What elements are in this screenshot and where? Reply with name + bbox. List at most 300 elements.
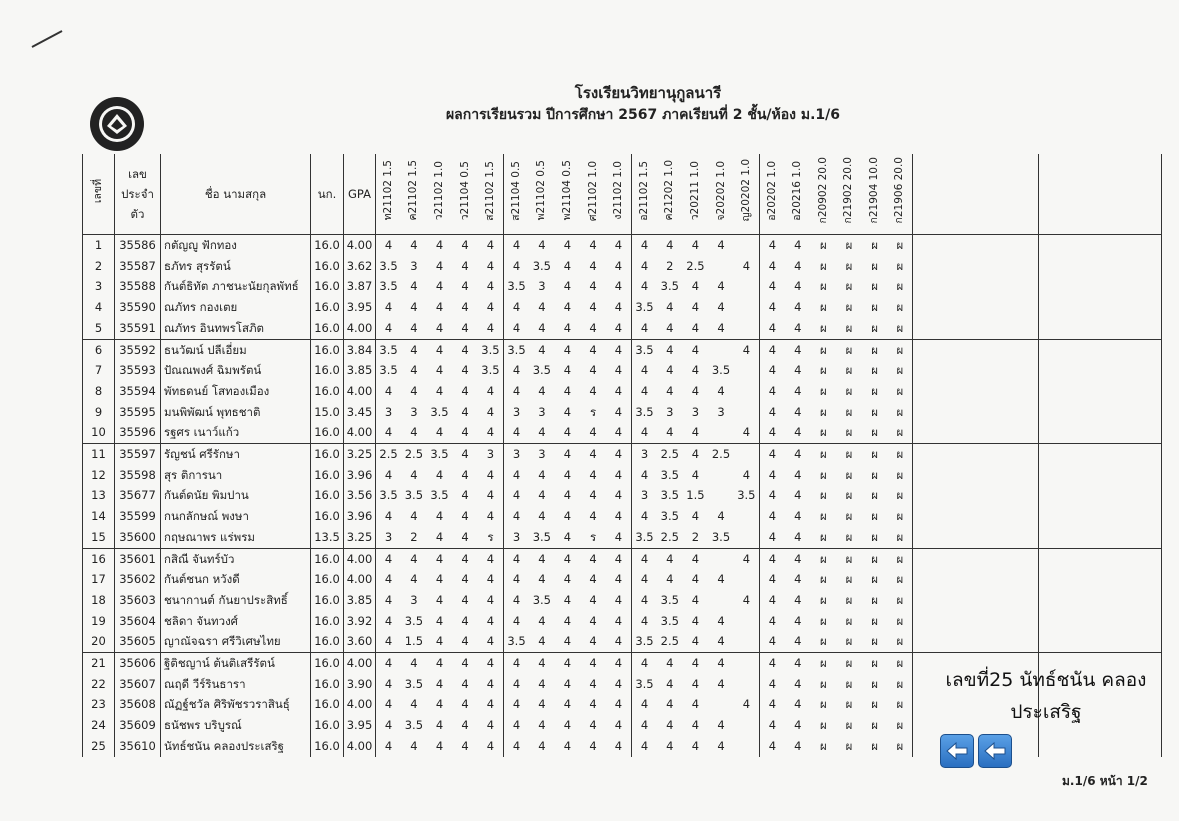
grade-cell: ผ (896, 404, 904, 419)
grade-cell: 4 (563, 404, 572, 419)
student-id: 35588 (115, 276, 161, 297)
grade-cell: 4 (614, 320, 623, 335)
grade-cell: 3.5 (660, 488, 679, 503)
grade-cell: 4 (794, 592, 802, 607)
grade-cell: 4 (503, 422, 529, 443)
grade-cell: 4 (563, 488, 572, 503)
grade-cell: 4 (589, 738, 597, 753)
grade-cell: ผ (836, 548, 862, 569)
grade-cell: ผ (871, 383, 878, 398)
grade-cell: 4 (794, 697, 802, 712)
grade-cell: ร (589, 529, 597, 544)
arrow-left-icon (946, 742, 968, 760)
grade-cell: 4 (666, 738, 674, 753)
empty-cell (913, 422, 1039, 443)
grade-cell: ผ (896, 238, 904, 252)
table-row (83, 360, 1162, 381)
grade-cell (734, 276, 760, 297)
grade-cell: 4 (691, 300, 700, 315)
grade-cell: 4 (691, 572, 700, 587)
grade-cell: 4 (759, 569, 785, 590)
row-number: 18 (83, 590, 115, 611)
grade-cell (734, 527, 760, 548)
grade-cell: 4 (631, 381, 657, 402)
row-number: 21 (83, 653, 115, 674)
grade-cell: 4 (794, 738, 802, 753)
credits: 16.0 (311, 736, 344, 757)
grade-cell: 4 (614, 300, 623, 315)
grade-cell: 3 (631, 485, 657, 506)
grade-cell: ผ (820, 488, 827, 503)
grade-cell (734, 506, 760, 527)
student-id: 35604 (115, 611, 161, 632)
grade-cell: 4 (794, 258, 802, 273)
grade-cell: 4 (589, 634, 597, 649)
row-number: 19 (83, 611, 115, 632)
subject-header: ค21102 1.5 (401, 154, 427, 235)
grade-cell: 3 (691, 404, 700, 419)
credits: 16.0 (311, 631, 344, 652)
grade-cell (708, 694, 734, 715)
grade-cell: ผ (845, 572, 853, 587)
grade-cell: ผ (896, 363, 904, 378)
gpa: 4.00 (344, 235, 376, 256)
grade-cell: 4 (589, 697, 597, 712)
page-number: ม.1/6 หน้า 1/2 (1062, 774, 1148, 788)
student-name: ณฤดี วีร์รินธารา (161, 674, 311, 695)
side-note-line2: ประเสริฐ (1010, 701, 1082, 723)
grade-cell: ผ (820, 363, 827, 378)
grade-cell: ผ (896, 509, 904, 524)
empty-cell (1039, 736, 1162, 757)
student-name: ชลิดา จันทวงศ์ (161, 611, 311, 632)
grade-cell: 4 (657, 548, 683, 569)
grade-cell: 4 (717, 634, 725, 649)
student-id: 35592 (115, 339, 161, 360)
credits: 16.0 (311, 422, 344, 443)
gpa: 3.96 (344, 506, 376, 527)
subject-header: พ21104 0.5 (555, 154, 581, 235)
header-gpa: GPA (344, 154, 376, 235)
grade-cell: 4 (461, 613, 469, 628)
grade-cell: 4 (410, 383, 418, 398)
grade-cell (734, 360, 760, 381)
grade-cell: 4 (503, 235, 529, 256)
row-number: 13 (83, 485, 115, 506)
grade-cell: 2.5 (686, 258, 705, 273)
gpa: 3.56 (344, 485, 376, 506)
gpa: 4.00 (344, 694, 376, 715)
grade-cell: 4 (486, 676, 495, 691)
header-id: เลข ประจำ ตัว (115, 154, 161, 235)
grade-cell: 4 (376, 653, 402, 674)
grade-cell (734, 715, 760, 736)
credits: 15.0 (311, 402, 344, 423)
grade-cell: ผ (845, 697, 853, 712)
student-id: 35591 (115, 318, 161, 339)
grade-cell: 4 (589, 509, 597, 524)
grade-cell: ผ (896, 279, 904, 294)
student-name: ธภัทร สุรรัตน์ (161, 256, 311, 277)
grade-cell: 4 (410, 509, 418, 524)
grade-cell: 4 (666, 718, 674, 733)
grade-cell: 4 (486, 300, 495, 315)
grade-cell: 4 (461, 425, 469, 440)
empty-cell (1039, 256, 1162, 277)
grade-cell: ผ (845, 279, 853, 294)
grade-cell: ผ (896, 258, 904, 273)
gpa: 4.00 (344, 569, 376, 590)
grade-cell: 4 (538, 572, 546, 587)
grade-cell: 4 (503, 694, 529, 715)
grade-cell: 4 (410, 467, 418, 482)
grade-cell: 4 (486, 613, 495, 628)
empty-cell (913, 485, 1039, 506)
grade-cell: 4 (759, 527, 785, 548)
empty-cell (913, 235, 1039, 256)
grade-cell: ผ (896, 634, 904, 649)
table-row (83, 422, 1162, 443)
pen-mark (32, 30, 63, 48)
grade-cell: ผ (845, 404, 853, 419)
student-name: ณภัทร อินทพรโสภิต (161, 318, 311, 339)
grade-cell: 4 (666, 572, 674, 587)
grade-cell: 2.5 (401, 444, 427, 465)
empty-cell (913, 339, 1039, 360)
grade-cell: 4 (461, 718, 469, 733)
nav-back-button-2[interactable] (978, 734, 1012, 768)
student-name: กันต์ธิทัต ภาชนะนัยกุลพัทธ์ (161, 276, 311, 297)
grade-cell: 3 (376, 402, 402, 423)
grade-cell: ผ (820, 238, 827, 252)
grade-cell: ผ (820, 572, 827, 587)
subject-header: ศ21102 1.0 (580, 154, 606, 235)
report-subtitle: ผลการเรียนรวม ปีการศึกษา 2567 ภาคเรียนที่ 2 ชั้น/ห้อง ม.1/6 (445, 107, 841, 123)
empty-cell (1039, 611, 1162, 632)
grade-cell: 4 (452, 548, 478, 569)
credits: 16.0 (311, 694, 344, 715)
grade-cell: 4 (435, 425, 444, 440)
grade-cell: 4 (503, 506, 529, 527)
grade-cell (734, 611, 760, 632)
grade-cell: 4 (486, 592, 495, 607)
table-row (83, 318, 1162, 339)
grade-cell: 2.5 (660, 634, 679, 649)
grade-cell: 4 (794, 718, 802, 733)
row-number: 10 (83, 422, 115, 443)
grade-cell: 4 (401, 653, 427, 674)
grade-cell: 4 (435, 320, 444, 335)
grade-cell: 4 (486, 572, 495, 587)
grade-cell: 4 (759, 256, 785, 277)
grade-cell: ผ (871, 509, 878, 524)
grade-cell: ผ (836, 444, 862, 465)
grade-cell: 3 (529, 444, 555, 465)
table-row (83, 402, 1162, 423)
grade-cell: 4 (666, 425, 674, 440)
grade-cell: 4 (589, 488, 597, 503)
grade-cell: 4 (606, 548, 632, 569)
grade-cell: 4 (376, 318, 402, 339)
grade-cell: 4 (606, 653, 632, 674)
grade-cell: 4 (666, 363, 674, 378)
table-row (83, 297, 1162, 318)
nav-back-button-1[interactable] (940, 734, 974, 768)
grade-cell: 4 (555, 548, 581, 569)
subject-header: ก21902 20.0 (836, 154, 862, 235)
grade-cell: 4 (734, 339, 760, 360)
grade-cell: 4 (486, 258, 495, 273)
grade-cell: 4 (461, 572, 469, 587)
grade-cell: 4 (376, 694, 402, 715)
grade-cell: ผ (845, 363, 853, 378)
grade-cell: 2 (691, 529, 700, 544)
empty-cell (913, 611, 1039, 632)
grade-cell: 3 (666, 404, 674, 419)
grade-cell: 4 (376, 590, 402, 611)
grade-cell: 4 (691, 676, 700, 691)
grade-cell: 4 (410, 738, 418, 753)
grade-cell: 4 (759, 444, 785, 465)
empty-cell (913, 527, 1039, 548)
table-row (83, 527, 1162, 548)
grade-cell: 4 (427, 653, 453, 674)
student-id: 35599 (115, 506, 161, 527)
grade-cell: ผ (871, 300, 878, 315)
grade-cell: ผ (871, 238, 878, 252)
grade-cell: 4 (794, 383, 802, 398)
student-id: 35594 (115, 381, 161, 402)
subject-header: ท21102 1.5 (376, 154, 402, 235)
grade-cell: 4 (794, 488, 802, 503)
grade-cell: 4 (691, 383, 700, 398)
grade-cell: 4 (759, 506, 785, 527)
student-id: 35609 (115, 715, 161, 736)
credits: 16.0 (311, 569, 344, 590)
grade-cell: 4 (410, 279, 418, 294)
empty-header-cell (913, 154, 1039, 235)
grade-cell: 3.5 (404, 718, 424, 733)
table-row (83, 548, 1162, 569)
grade-cell: 4 (759, 402, 785, 423)
grade-cell: 4 (563, 738, 572, 753)
grade-cell: 4 (486, 404, 495, 419)
grade-cell: 4 (794, 676, 802, 691)
grade-cell: 4 (589, 425, 597, 440)
grade-cell: ผ (896, 425, 904, 440)
grade-cell: 4 (486, 697, 495, 712)
grade-cell: ผ (820, 613, 827, 628)
grade-cell (734, 402, 760, 423)
grade-cell: 4 (589, 279, 597, 294)
grade-cell (708, 548, 734, 569)
student-id: 35587 (115, 256, 161, 277)
grade-cell: ผ (811, 339, 837, 360)
grade-cell: 4 (376, 297, 402, 318)
grade-cell: 4 (486, 634, 495, 649)
subject-header: ว21102 1.0 (427, 154, 453, 235)
grade-cell: 4 (589, 592, 597, 607)
student-id: 35610 (115, 736, 161, 757)
gpa: 4.00 (344, 653, 376, 674)
grade-cell: 4 (759, 276, 785, 297)
grade-cell: 3 (376, 527, 402, 548)
student-id: 35607 (115, 674, 161, 695)
grade-cell: 4 (589, 320, 597, 335)
grade-cell: 4 (376, 674, 402, 695)
grade-cell (734, 235, 760, 256)
gpa: 4.00 (344, 736, 376, 757)
grade-cell: 3 (478, 444, 504, 465)
grade-cell: 4 (435, 529, 444, 544)
grade-cell: ผ (845, 383, 853, 398)
grade-cell: 4 (563, 300, 572, 315)
grade-cell: 3.5 (660, 509, 679, 524)
grade-cell: ผ (811, 444, 837, 465)
grade-cell: ผ (896, 592, 904, 607)
credits: 16.0 (311, 506, 344, 527)
grade-cell: 4 (794, 279, 802, 294)
student-name: กนกลักษณ์ พงษา (161, 506, 311, 527)
grade-cell: ผ (820, 697, 827, 712)
grade-cell: 3.5 (631, 402, 657, 423)
table-row (83, 235, 1162, 256)
grade-cell: ผ (845, 425, 853, 440)
grade-cell: ผ (871, 613, 878, 628)
grade-cell (708, 256, 734, 277)
grade-cell: 4 (717, 613, 725, 628)
credits: 16.0 (311, 360, 344, 381)
grade-cell: 4 (589, 383, 597, 398)
grade-cell: ผ (845, 738, 853, 753)
grade-cell: 4 (589, 718, 597, 733)
grade-cell: 4 (401, 548, 427, 569)
grade-cell: 2 (410, 529, 418, 544)
grade-cell: 4 (461, 363, 469, 378)
subject-header: ก21904 10.0 (862, 154, 888, 235)
grade-cell: ร (589, 404, 597, 419)
empty-cell (913, 631, 1039, 652)
empty-cell (913, 256, 1039, 277)
student-name: กันต์ดนัย พิมปาน (161, 485, 311, 506)
grade-cell: 4 (691, 634, 700, 649)
grade-cell: 4 (580, 548, 606, 569)
student-id: 35601 (115, 548, 161, 569)
grade-cell: 4 (708, 653, 734, 674)
grade-cell: 4 (563, 279, 572, 294)
grade-cell: 4 (555, 444, 581, 465)
student-name: ธนวัฒน์ ปลีเอี่ยม (161, 339, 311, 360)
grade-cell: ผ (896, 572, 904, 587)
gpa: 3.92 (344, 611, 376, 632)
grade-cell: 4 (691, 279, 700, 294)
grade-cell: ผ (845, 509, 853, 524)
grade-cell: 4 (631, 256, 657, 277)
grade-cell: 4 (742, 467, 751, 482)
grade-cell: ผ (820, 425, 827, 440)
grade-cell (734, 297, 760, 318)
grade-cell: 4 (563, 383, 572, 398)
empty-cell (1039, 444, 1162, 465)
row-number: 2 (83, 256, 115, 277)
grade-cell: 3.5 (631, 297, 657, 318)
grade-cell: 3.5 (478, 339, 504, 360)
grade-cell: ผ (862, 653, 888, 674)
grade-cell: ผ (820, 383, 827, 398)
grade-cell: ผ (845, 592, 853, 607)
grade-cell: 4 (742, 425, 751, 440)
subject-header: ก20902 20.0 (811, 154, 837, 235)
grade-cell: ผ (896, 529, 904, 544)
grade-cell: 4 (503, 611, 529, 632)
grade-cell: 4 (486, 238, 495, 252)
grade-cell: 4 (461, 697, 469, 712)
grade-cell: 4 (717, 320, 725, 335)
grade-cell: 4 (563, 363, 572, 378)
grade-cell: ผ (845, 718, 853, 733)
grade-cell: 4 (486, 509, 495, 524)
student-name: กตัญญู ฟักทอง (161, 235, 311, 256)
grade-cell: 4 (614, 383, 623, 398)
gpa: 3.25 (344, 444, 376, 465)
student-name: ชนากานต์ กันยาประสิทธิ์ (161, 590, 311, 611)
grade-cell: ผ (820, 738, 827, 753)
grade-cell: 4 (614, 404, 623, 419)
grade-cell: ผ (871, 592, 878, 607)
grade-cell: ผ (820, 529, 827, 544)
grade-cell: ผ (887, 653, 913, 674)
grade-cell: 4 (503, 653, 529, 674)
row-number: 5 (83, 318, 115, 339)
grade-cell: 4 (614, 258, 623, 273)
grade-cell: 4 (461, 320, 469, 335)
grade-cell: 4 (631, 318, 657, 339)
grade-cell: 3.5 (660, 592, 679, 607)
grade-cell: 4 (538, 697, 546, 712)
grade-cell: 4 (717, 300, 725, 315)
student-id: 35598 (115, 465, 161, 486)
credits: 16.0 (311, 339, 344, 360)
table-row (83, 444, 1162, 465)
grade-cell: 4 (435, 258, 444, 273)
grade-cell: 4 (631, 590, 657, 611)
grade-cell: 4 (563, 529, 572, 544)
grade-cell (708, 339, 734, 360)
gpa: 4.00 (344, 548, 376, 569)
grade-cell: 4 (503, 297, 529, 318)
empty-cell (913, 506, 1039, 527)
subject-header: อ21102 1.5 (631, 154, 657, 235)
grade-cell: 3.5 (376, 256, 402, 277)
grade-cell: 4 (538, 425, 546, 440)
grade-cell: 4 (376, 631, 402, 652)
subject-header: ว20211 1.0 (683, 154, 709, 235)
subject-header: อ20202 1.0 (759, 154, 785, 235)
row-number: 22 (83, 674, 115, 695)
student-name: ญาณัจฉรา ศรีวิเศษไทย (161, 631, 311, 652)
grade-cell: 4 (614, 738, 623, 753)
grade-cell: 4 (486, 718, 495, 733)
grade-cell: 4 (435, 634, 444, 649)
grade-cell: 4 (410, 425, 418, 440)
grade-cell: 3.5 (737, 488, 756, 503)
grade-cell: 4 (376, 736, 402, 757)
empty-cell (913, 569, 1039, 590)
row-number: 25 (83, 736, 115, 757)
row-number: 20 (83, 631, 115, 652)
grade-cell: ผ (845, 676, 853, 691)
grade-cell: 4 (503, 674, 529, 695)
